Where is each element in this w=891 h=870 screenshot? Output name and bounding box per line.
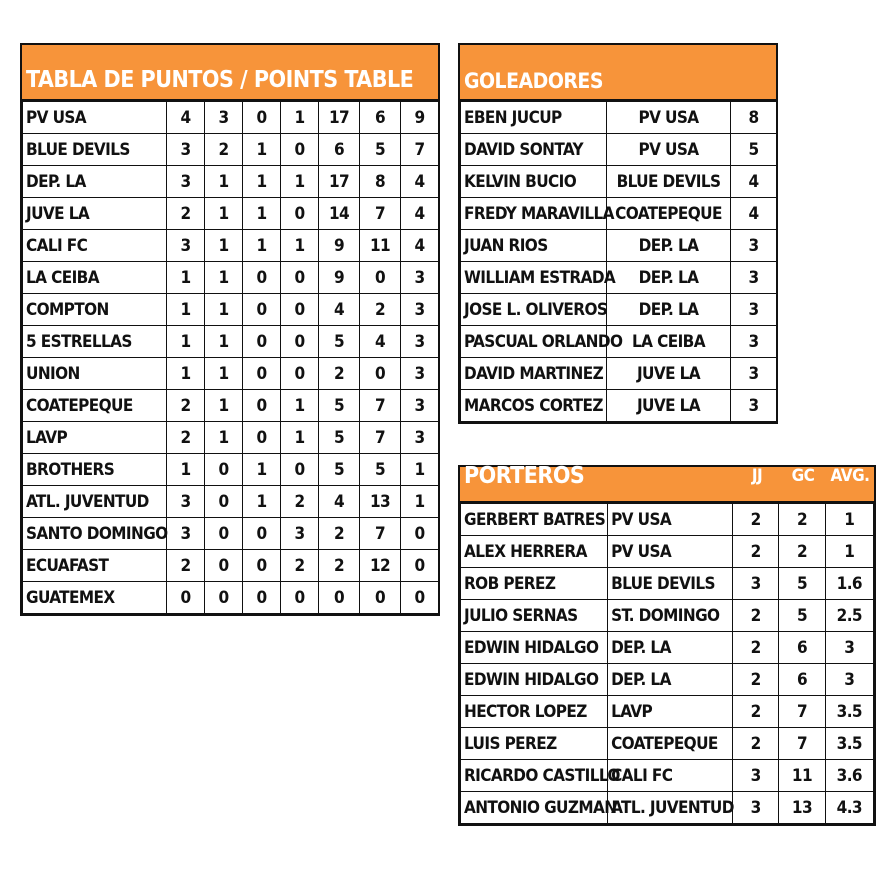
stat-cell: 3	[167, 486, 205, 518]
stat-cell: 1	[205, 294, 243, 326]
jj-cell: 3	[732, 760, 778, 792]
player-name-cell: KELVIN BUCIO	[461, 166, 607, 198]
stat-cell: 4	[167, 102, 205, 134]
scorer-row	[461, 134, 777, 166]
team-name-cell: CALI FC	[23, 230, 167, 262]
stat-cell: 6	[319, 134, 360, 166]
stat-cell: 0	[243, 294, 281, 326]
points-table-row	[23, 102, 439, 134]
points-cell: 3	[401, 390, 439, 422]
avg-cell: 4.3	[825, 792, 873, 824]
jj-cell: 2	[732, 632, 778, 664]
stat-cell: 4	[319, 486, 360, 518]
points-table-row	[23, 358, 439, 390]
goals-cell: 8	[731, 102, 777, 134]
stat-cell: 1	[281, 166, 319, 198]
player-name-cell: EDWIN HIDALGO	[461, 664, 608, 696]
gc-cell: 2	[779, 536, 825, 568]
stat-cell: 1	[243, 230, 281, 262]
stat-cell: 14	[319, 198, 360, 230]
stat-cell: 4	[360, 326, 401, 358]
points-cell: 3	[401, 358, 439, 390]
points-table-row	[23, 198, 439, 230]
jj-cell: 2	[732, 696, 778, 728]
keeper-row	[461, 632, 874, 664]
player-name-cell: DAVID MARTINEZ	[461, 358, 607, 390]
goals-cell: 4	[731, 166, 777, 198]
stat-cell: 2	[281, 550, 319, 582]
stat-cell: 3	[167, 134, 205, 166]
stat-cell: 1	[243, 166, 281, 198]
keeper-row	[461, 600, 874, 632]
team-name-cell: COATEPEQUE	[23, 390, 167, 422]
keeper-row	[461, 728, 874, 760]
points-table-row	[23, 326, 439, 358]
avg-cell: 1	[825, 504, 873, 536]
stat-cell: 5	[319, 422, 360, 454]
stat-cell: 2	[281, 486, 319, 518]
stat-cell: 1	[205, 326, 243, 358]
team-name-cell: UNION	[23, 358, 167, 390]
avg-cell: 3	[825, 664, 873, 696]
stat-cell: 2	[319, 358, 360, 390]
keepers-header-gc: GC	[791, 466, 815, 486]
jj-cell: 3	[732, 568, 778, 600]
team-cell: COATEPEQUE	[608, 728, 733, 760]
player-name-cell: ROB PEREZ	[461, 568, 608, 600]
points-cell: 1	[401, 486, 439, 518]
stat-cell: 2	[167, 550, 205, 582]
stat-cell: 0	[281, 582, 319, 614]
stat-cell: 17	[319, 166, 360, 198]
team-name-cell: ATL. JUVENTUD	[23, 486, 167, 518]
avg-cell: 2.5	[825, 600, 873, 632]
stat-cell: 5	[319, 390, 360, 422]
team-name-cell: GUATEMEX	[23, 582, 167, 614]
team-cell: LA CEIBA	[607, 326, 731, 358]
stat-cell: 3	[205, 102, 243, 134]
points-table-row	[23, 230, 439, 262]
stat-cell: 0	[167, 582, 205, 614]
stat-cell: 7	[360, 390, 401, 422]
scorers-table-grid	[460, 101, 777, 422]
keeper-row	[461, 760, 874, 792]
player-name-cell: JOSE L. OLIVEROS	[461, 294, 607, 326]
goals-cell: 3	[731, 262, 777, 294]
points-cell: 9	[401, 102, 439, 134]
stat-cell: 0	[205, 582, 243, 614]
stat-cell: 6	[360, 102, 401, 134]
goals-cell: 3	[731, 230, 777, 262]
avg-cell: 3	[825, 632, 873, 664]
team-cell: JUVE LA	[607, 358, 731, 390]
points-table-row	[23, 550, 439, 582]
gc-cell: 7	[779, 728, 825, 760]
team-cell: PV USA	[607, 102, 731, 134]
keeper-row	[461, 504, 874, 536]
team-name-cell: LA CEIBA	[23, 262, 167, 294]
stat-cell: 5	[319, 454, 360, 486]
team-cell: DEP. LA	[607, 294, 731, 326]
goals-cell: 3	[731, 326, 777, 358]
jj-cell: 2	[732, 664, 778, 696]
stat-cell: 1	[243, 198, 281, 230]
points-cell: 3	[401, 326, 439, 358]
stat-cell: 13	[360, 486, 401, 518]
team-name-cell: 5 ESTRELLAS	[23, 326, 167, 358]
team-cell: PV USA	[608, 536, 733, 568]
stat-cell: 7	[360, 518, 401, 550]
stat-cell: 2	[167, 422, 205, 454]
team-cell: BLUE DEVILS	[608, 568, 733, 600]
points-table-row	[23, 518, 439, 550]
points-cell: 3	[401, 262, 439, 294]
scorer-row	[461, 262, 777, 294]
team-cell: DEP. LA	[607, 262, 731, 294]
avg-cell: 3.5	[825, 728, 873, 760]
keepers-table	[458, 465, 876, 826]
stat-cell: 1	[281, 422, 319, 454]
team-cell: DEP. LA	[608, 632, 733, 664]
team-name-cell: SANTO DOMINGO	[23, 518, 167, 550]
stat-cell: 9	[319, 262, 360, 294]
scorer-row	[461, 358, 777, 390]
jj-cell: 2	[732, 600, 778, 632]
player-name-cell: JUAN RIOS	[461, 230, 607, 262]
stat-cell: 0	[205, 454, 243, 486]
stat-cell: 3	[167, 166, 205, 198]
avg-cell: 3.6	[825, 760, 873, 792]
stat-cell: 1	[167, 454, 205, 486]
stat-cell: 0	[360, 582, 401, 614]
stat-cell: 5	[360, 454, 401, 486]
team-cell: PV USA	[608, 504, 733, 536]
jj-cell: 2	[732, 728, 778, 760]
stat-cell: 3	[281, 518, 319, 550]
goals-cell: 3	[731, 358, 777, 390]
gc-cell: 13	[779, 792, 825, 824]
team-cell: BLUE DEVILS	[607, 166, 731, 198]
stat-cell: 1	[167, 358, 205, 390]
scorer-row	[461, 102, 777, 134]
scorer-row	[461, 198, 777, 230]
points-table-row	[23, 294, 439, 326]
stat-cell: 2	[167, 390, 205, 422]
points-cell: 3	[401, 294, 439, 326]
stat-cell: 7	[360, 198, 401, 230]
stat-cell: 0	[281, 454, 319, 486]
stat-cell: 1	[243, 134, 281, 166]
gc-cell: 11	[779, 760, 825, 792]
stat-cell: 1	[205, 262, 243, 294]
stat-cell: 1	[205, 166, 243, 198]
stat-cell: 0	[243, 326, 281, 358]
points-cell: 3	[401, 422, 439, 454]
scorer-row	[461, 326, 777, 358]
stat-cell: 0	[243, 582, 281, 614]
keepers-table-grid	[460, 503, 874, 824]
stat-cell: 0	[281, 326, 319, 358]
stat-cell: 0	[243, 262, 281, 294]
keepers-header-jj: JJ	[751, 466, 763, 486]
team-cell: DEP. LA	[608, 664, 733, 696]
points-cell: 4	[401, 166, 439, 198]
points-cell: 4	[401, 198, 439, 230]
stat-cell: 0	[243, 390, 281, 422]
scorer-row	[461, 390, 777, 422]
player-name-cell: ALEX HERRERA	[461, 536, 608, 568]
goals-cell: 4	[731, 198, 777, 230]
player-name-cell: LUIS PEREZ	[461, 728, 608, 760]
stat-cell: 0	[281, 358, 319, 390]
player-name-cell: GERBERT BATRES	[461, 504, 608, 536]
keeper-row	[461, 536, 874, 568]
stat-cell: 1	[281, 230, 319, 262]
points-table	[20, 43, 440, 616]
keeper-row	[461, 792, 874, 824]
player-name-cell: ANTONIO GUZMAN	[461, 792, 608, 824]
stat-cell: 1	[205, 358, 243, 390]
stat-cell: 9	[319, 230, 360, 262]
stat-cell: 0	[243, 550, 281, 582]
team-cell: COATEPEQUE	[607, 198, 731, 230]
stat-cell: 1	[167, 262, 205, 294]
player-name-cell: EDWIN HIDALGO	[461, 632, 608, 664]
stat-cell: 0	[281, 198, 319, 230]
stat-cell: 12	[360, 550, 401, 582]
gc-cell: 5	[779, 568, 825, 600]
points-table-row	[23, 486, 439, 518]
stat-cell: 1	[281, 102, 319, 134]
keeper-row	[461, 696, 874, 728]
points-table-row	[23, 422, 439, 454]
scorer-row	[461, 294, 777, 326]
gc-cell: 6	[779, 664, 825, 696]
player-name-cell: RICARDO CASTILLO	[461, 760, 608, 792]
scorers-table-title: GOLEADORES	[460, 45, 776, 101]
player-name-cell: HECTOR LOPEZ	[461, 696, 608, 728]
stat-cell: 0	[243, 518, 281, 550]
points-table-row	[23, 390, 439, 422]
stat-cell: 1	[281, 390, 319, 422]
stat-cell: 1	[167, 326, 205, 358]
jj-cell: 3	[732, 792, 778, 824]
gc-cell: 2	[779, 504, 825, 536]
points-table-grid	[22, 101, 439, 614]
jj-cell: 2	[732, 536, 778, 568]
stat-cell: 1	[205, 422, 243, 454]
stat-cell: 0	[205, 518, 243, 550]
player-name-cell: EBEN JUCUP	[461, 102, 607, 134]
jj-cell: 2	[732, 504, 778, 536]
points-cell: 1	[401, 454, 439, 486]
points-table-row	[23, 134, 439, 166]
points-table-row	[23, 166, 439, 198]
avg-cell: 1	[825, 536, 873, 568]
points-table-row	[23, 582, 439, 614]
stat-cell: 3	[167, 518, 205, 550]
stat-cell: 2	[167, 198, 205, 230]
player-name-cell: JULIO SERNAS	[461, 600, 608, 632]
stat-cell: 5	[360, 134, 401, 166]
stat-cell: 1	[243, 486, 281, 518]
gc-cell: 5	[779, 600, 825, 632]
stat-cell: 0	[205, 486, 243, 518]
avg-cell: 1.6	[825, 568, 873, 600]
stat-cell: 8	[360, 166, 401, 198]
points-table-row	[23, 262, 439, 294]
stat-cell: 3	[167, 230, 205, 262]
goals-cell: 5	[731, 134, 777, 166]
team-cell: DEP. LA	[607, 230, 731, 262]
stat-cell: 0	[281, 262, 319, 294]
stat-cell: 0	[205, 550, 243, 582]
player-name-cell: WILLIAM ESTRADA	[461, 262, 607, 294]
team-cell: LAVP	[608, 696, 733, 728]
stat-cell: 2	[319, 550, 360, 582]
team-name-cell: JUVE LA	[23, 198, 167, 230]
player-name-cell: MARCOS CORTEZ	[461, 390, 607, 422]
team-cell: ATL. JUVENTUD	[608, 792, 733, 824]
team-name-cell: PV USA	[23, 102, 167, 134]
stat-cell: 1	[205, 230, 243, 262]
stat-cell: 2	[319, 518, 360, 550]
points-cell: 0	[401, 582, 439, 614]
team-name-cell: BLUE DEVILS	[23, 134, 167, 166]
team-name-cell: ECUAFAST	[23, 550, 167, 582]
player-name-cell: FREDY MARAVILLA	[461, 198, 607, 230]
player-name-cell: PASCUAL ORLANDO	[461, 326, 607, 358]
points-table-title: TABLA DE PUNTOS / POINTS TABLE	[22, 45, 438, 101]
stat-cell: 0	[281, 294, 319, 326]
team-cell: JUVE LA	[607, 390, 731, 422]
scorers-table	[458, 43, 778, 424]
team-cell: ST. DOMINGO	[608, 600, 733, 632]
player-name-cell: DAVID SONTAY	[461, 134, 607, 166]
stat-cell: 4	[319, 294, 360, 326]
goals-cell: 3	[731, 390, 777, 422]
stat-cell: 1	[243, 454, 281, 486]
points-cell: 4	[401, 230, 439, 262]
team-name-cell: DEP. LA	[23, 166, 167, 198]
keepers-header-avg: AVG.	[830, 466, 870, 486]
stat-cell: 7	[360, 422, 401, 454]
stat-cell: 2	[205, 134, 243, 166]
points-cell: 0	[401, 518, 439, 550]
keepers-table-title: PORTEROS	[464, 463, 585, 489]
stat-cell: 0	[243, 102, 281, 134]
scorer-row	[461, 230, 777, 262]
stat-cell: 1	[205, 390, 243, 422]
stat-cell: 5	[319, 326, 360, 358]
stat-cell: 17	[319, 102, 360, 134]
points-table-row	[23, 454, 439, 486]
team-cell: PV USA	[607, 134, 731, 166]
stat-cell: 0	[319, 582, 360, 614]
avg-cell: 3.5	[825, 696, 873, 728]
goals-cell: 3	[731, 294, 777, 326]
stat-cell: 0	[243, 358, 281, 390]
team-cell: CALI FC	[608, 760, 733, 792]
team-name-cell: BROTHERS	[23, 454, 167, 486]
stat-cell: 11	[360, 230, 401, 262]
stat-cell: 0	[360, 262, 401, 294]
team-name-cell: COMPTON	[23, 294, 167, 326]
stat-cell: 0	[281, 134, 319, 166]
stat-cell: 1	[167, 294, 205, 326]
keepers-table-header	[460, 463, 874, 503]
keeper-row	[461, 664, 874, 696]
team-name-cell: LAVP	[23, 422, 167, 454]
keeper-row	[461, 568, 874, 600]
points-cell: 0	[401, 550, 439, 582]
gc-cell: 7	[779, 696, 825, 728]
scorer-row	[461, 166, 777, 198]
stat-cell: 0	[360, 358, 401, 390]
stat-cell: 1	[205, 198, 243, 230]
points-cell: 7	[401, 134, 439, 166]
stat-cell: 2	[360, 294, 401, 326]
gc-cell: 6	[779, 632, 825, 664]
stat-cell: 0	[243, 422, 281, 454]
